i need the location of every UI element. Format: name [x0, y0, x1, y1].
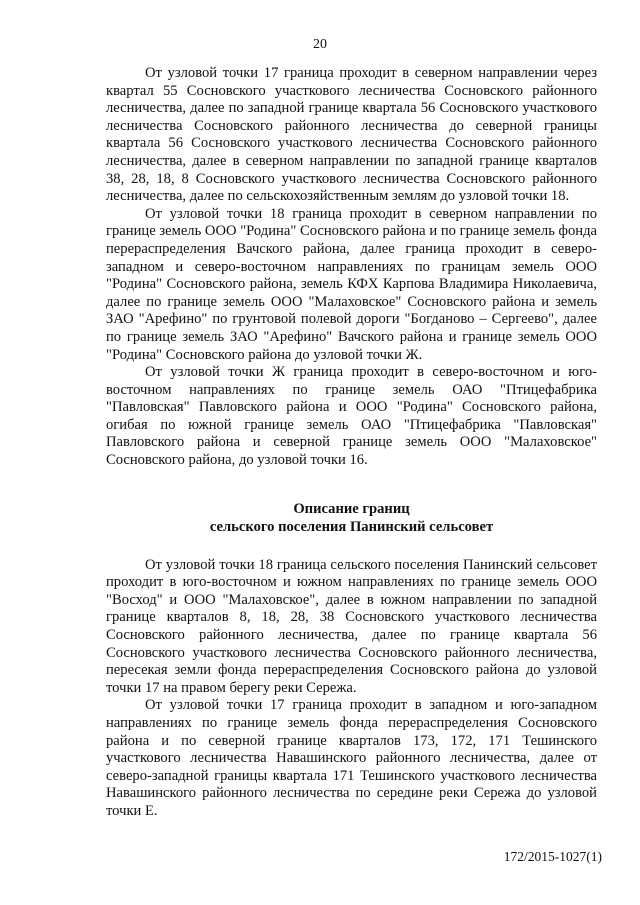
document-code: 172/2015-1027(1) [503, 849, 602, 864]
section-heading [106, 500, 597, 536]
paragraph: От узловой точки 17 граница проходит в северном направлении через квартал 55 Сосновского участкового лесничества Сосновского районного лесничества, далее по западной границе квартала 56 Сосновского участкового лесничества Сосновского районного лесничества до северной границы квартала 56 Сосновского участкового лесничества Сосновского районного лесничества, далее в северном направлении по западной границе кварталов 38, 28, 18, 8 Сосновского участкового лесничества Сосновского районного лесничества, далее по сельскохозяйственным землям до узловой точки 18. [106, 65, 597, 205]
section-heading-line-2: сельского поселения Панинский сельсовет [209, 518, 494, 535]
page-number: 20 [313, 37, 327, 52]
paragraph: От узловой точки 18 граница проходит в северном направлении по границе земель ООО "Родина" Сосновского района и по границе земель фонда перераспределения Вачского района, далее граница проходит в северо-западном и северо-восточном направлениях по границам земель ООО "Родина" Сосновского района, земель КФХ Карпова Владимира Николаевича, далее по границе земель ООО "Малаховское" Сосновского района и земель ЗАО "Арефино" по грунтовой полевой дороги "Богданово – Сергеево", далее по границе земель ЗАО "Арефино" Вачского района и границе земель ООО "Родина" Сосновского района до узловой точки Ж. [106, 205, 597, 363]
paragraph: От узловой точки 18 граница сельского поселения Панинский сельсовет проходит в юго-восточном и южном направлениях по границе земель ООО "Восход" и ООО "Малаховское", далее в южном направлении по западной границе кварталов 8, 18, 28, 38 Сосновского участкового лесничества Сосновского районного лесничества, далее по границе квартала 56 Сосновского участкового лесничества Сосновского районного лесничества, пересекая земли фонда перераспределения Сосновского района до узловой точки 17 на правом берегу реки Сережа. [106, 556, 597, 696]
document-body [106, 65, 597, 821]
paragraph: От узловой точки Ж граница проходит в северо-восточном и юго-восточном направлениях по границе земель ОАО "Птицефабрика "Павловская" Павловского района и ООО "Родина" Сосновского района, огибая по южной границе земель ОАО "Птицефабрика "Павловская" Павловского района и северной границе земель ООО "Малаховское" Сосновского района, до узловой точки 16. [106, 364, 597, 469]
paragraph: От узловой точки 17 граница проходит в западном и юго-западном направлениях по границе земель фонда перераспределения Сосновского района и по северной границе кварталов 173, 172, 171 Тешинского участкового лесничества Навашинского районного лесничества, далее от северо-западной границы квартала 171 Тешинского участкового лесничества Навашинского районного лесничества по середине реки Сережа до узловой точки Е. [106, 697, 597, 819]
section-heading-line-1: Описание границ [293, 500, 410, 517]
